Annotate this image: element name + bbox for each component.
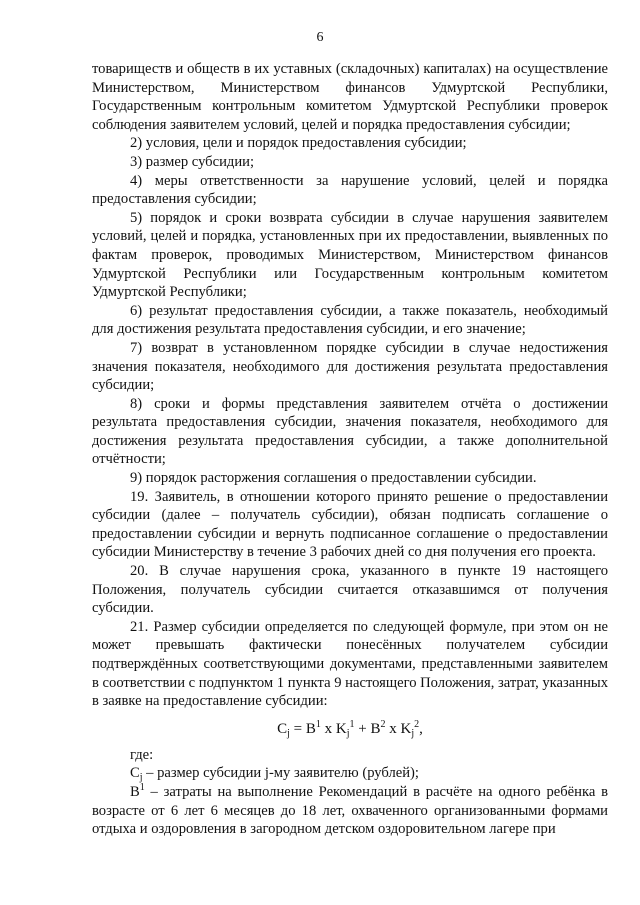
formula-k1-sup: 1 xyxy=(349,718,355,730)
formula-b2-sup: 2 xyxy=(380,718,386,730)
definition-text: – затраты на выполнение Рекомендаций в расчёте на одного ребёнка в возрасте от 6 лет 6 месяцев до 18 лет, охваченного организованными формами отдыха и оздоровления в загородном детском оздоровительном лагере при xyxy=(92,783,608,838)
formula-k1: K xyxy=(335,720,347,737)
paragraph: 5) порядок и сроки возврата субсидии в случае нарушения заявителем условий, целей и порядка, установленных при их предоставлении, выявленных по фактам проверок, проводимых Министерством, Министерством финансов Удмуртской Республики или Государственным контрольным комитетом Удмуртской Республики; xyxy=(92,209,608,301)
definition-text: – размер субсидии j-му заявителю (рублей); xyxy=(142,765,419,782)
subsidy-formula xyxy=(92,719,608,739)
formula-lhs-sub: j xyxy=(287,727,290,739)
definition-c xyxy=(92,764,608,783)
paragraph: 6) результат предоставления субсидии, а также показатель, необходимый для достижения результата предоставления субсидии, и его значение; xyxy=(92,302,608,338)
formula-k2-sub: j xyxy=(411,727,415,739)
formula-b1: B xyxy=(305,720,316,737)
paragraph: 19. Заявитель, в отношении которого принято решение о предоставлении субсидии (далее – получатель субсидии), обязан подписать соглашение о предоставлении субсидии и вернуть подписанное соглашение о предоставлении субсидии Министерству в течение 3 рабочих дней со дня получения его проекта. xyxy=(92,488,608,561)
paragraph: 2) условия, цели и порядок предоставления субсидии; xyxy=(130,135,467,152)
formula-k2: K xyxy=(400,720,412,737)
paragraph: 7) возврат в установленном порядке субсидии в случае недостижения значения показателя, необходимого для достижения результата предоставления субсидии; xyxy=(92,339,608,394)
formula-b2: B xyxy=(370,720,381,737)
formula-lhs: C xyxy=(277,720,288,737)
formula-k1-sub: j xyxy=(346,727,350,739)
formula-times-2: x xyxy=(385,720,401,737)
definition-b1 xyxy=(92,783,608,839)
paragraph: 20. В случае нарушения срока, указанного в пункте 19 настоящего Положения, получатель субсидии считается отказавшимся от получения субсидии. xyxy=(92,563,608,617)
definition-symbol: B xyxy=(130,783,140,800)
paragraph: 8) сроки и формы представления заявителем отчёта о достижении результата предоставления субсидии, значения показателя, необходимого для достижения результата предоставления субсидии, а также дополнительной отчётности; xyxy=(92,395,608,468)
paragraph: 3) размер субсидии; xyxy=(130,153,254,170)
formula-k2-sup: 2 xyxy=(414,718,420,730)
definition-sup: 1 xyxy=(139,781,145,793)
document-body xyxy=(92,60,608,839)
formula-times-1: x xyxy=(320,720,336,737)
paragraph: 4) меры ответственности за нарушение условий, целей и порядка предоставления субсидии; xyxy=(92,172,608,208)
paragraph: товариществ и обществ в их уставных (складочных) капиталах) на осуществление Министерством, Министерством финансов Удмуртской Республики, Государственным контрольным комитетом Удмуртской Республики проверок соблюдения заявителем условий, целей и порядка предоставления субсидии; xyxy=(92,61,608,133)
formula-plus: + xyxy=(354,720,371,737)
formula-eq: = xyxy=(289,720,306,737)
page-number: 6 xyxy=(316,30,324,45)
formula-tail: , xyxy=(419,720,423,737)
paragraph: 9) порядок расторжения соглашения о предоставлении субсидии. xyxy=(130,470,537,487)
formula-b1-sup: 1 xyxy=(315,718,321,730)
paragraph: 21. Размер субсидии определяется по следующей формуле, при этом он не может превышать фактически понесённых получателем субсидии подтверждённых соответствующими документами, представленными заявителем в соответствии с подпунктом 1 пункта 9 настоящего Положения, затрат, указанных в заявке на предоставление субсидии: xyxy=(92,618,608,710)
definition-sub: j xyxy=(139,772,143,784)
definition-symbol: C xyxy=(130,765,140,782)
where-label: где: xyxy=(130,746,154,763)
